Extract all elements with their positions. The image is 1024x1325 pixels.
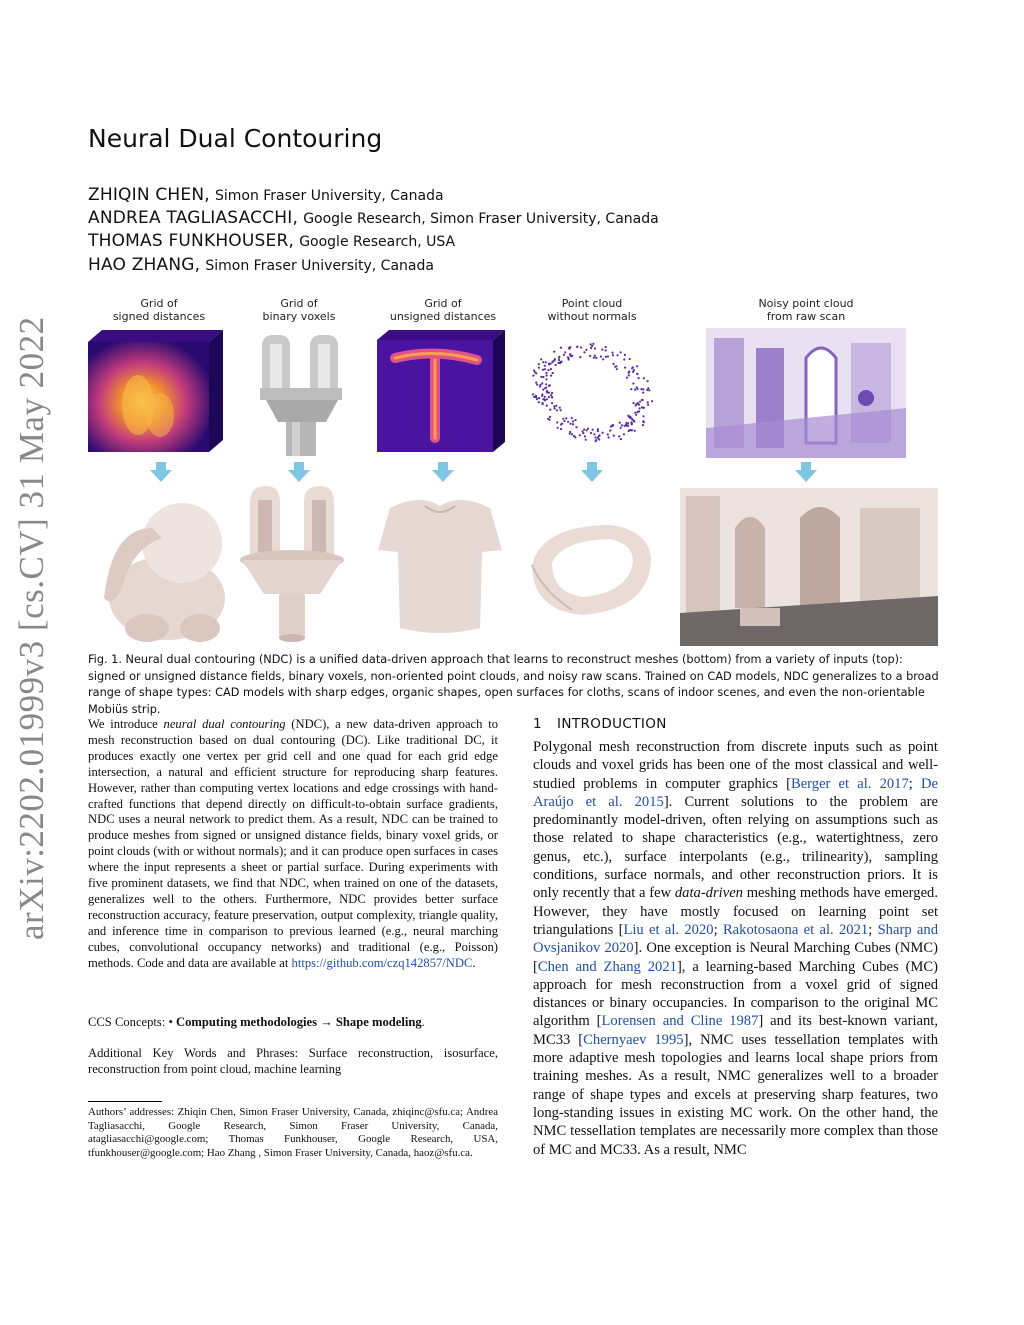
point-mark: [587, 428, 589, 430]
point-mark: [601, 349, 603, 351]
point-mark: [619, 422, 621, 424]
point-mark: [547, 369, 549, 371]
point-mark: [535, 395, 537, 397]
point-mark: [594, 436, 596, 438]
figure-input-label: Point cloud without normals: [547, 297, 637, 323]
figure-input-label: Grid of unsigned distances: [389, 297, 497, 323]
down-arrow-icon: [288, 462, 310, 484]
point-mark: [568, 358, 570, 360]
point-mark: [620, 438, 622, 440]
point-mark: [551, 402, 553, 404]
point-mark: [546, 374, 548, 376]
point-mark: [620, 351, 622, 353]
point-mark: [626, 377, 628, 379]
point-mark: [548, 363, 550, 365]
point-mark: [627, 422, 629, 424]
point-mark: [631, 422, 633, 424]
point-mark: [585, 439, 587, 441]
point-mark: [590, 432, 592, 434]
point-mark: [533, 369, 535, 371]
point-mark: [593, 433, 595, 435]
point-mark: [586, 429, 588, 431]
point-mark: [642, 392, 644, 394]
point-mark: [642, 388, 644, 390]
point-mark: [641, 399, 643, 401]
unsigned-distance-grid-image: [377, 330, 507, 455]
point-mark: [623, 425, 625, 427]
author-name: ZHIQIN CHEN,: [88, 185, 210, 205]
point-mark: [571, 433, 573, 435]
point-mark: [555, 364, 557, 366]
point-mark: [646, 389, 648, 391]
bunny-mesh-image: [92, 488, 242, 648]
point-mark: [544, 387, 546, 389]
point-mark: [621, 424, 623, 426]
point-mark: [580, 346, 582, 348]
point-mark: [549, 416, 551, 418]
point-mark: [623, 433, 625, 435]
author-name: HAO ZHANG,: [88, 255, 201, 275]
down-arrow-icon: [150, 462, 172, 484]
point-mark: [542, 398, 544, 400]
point-mark: [567, 356, 569, 358]
point-mark: [632, 382, 634, 384]
point-mark: [636, 365, 638, 367]
point-mark: [597, 428, 599, 430]
citation-link[interactable]: Chen and Zhang 2021: [537, 958, 677, 975]
citation-link[interactable]: Rakotosaona et al. 2021: [722, 921, 869, 938]
point-mark: [592, 429, 594, 431]
point-mark: [635, 403, 637, 405]
point-mark: [532, 393, 534, 395]
point-mark: [569, 423, 571, 425]
point-mark: [617, 354, 619, 356]
point-mark: [532, 375, 534, 377]
point-mark: [634, 430, 636, 432]
point-mark: [551, 396, 553, 398]
point-mark: [647, 401, 649, 403]
point-mark: [647, 380, 649, 382]
point-mark: [600, 355, 602, 357]
point-mark: [558, 356, 560, 358]
point-mark: [554, 407, 556, 409]
point-mark: [592, 343, 594, 345]
point-mark: [553, 405, 555, 407]
point-mark: [571, 355, 573, 357]
point-mark: [551, 361, 553, 363]
citation-link[interactable]: Sharp and Ovsjanikov 2020: [533, 921, 938, 957]
point-mark: [558, 362, 560, 364]
noisy-scan-image: [706, 328, 906, 458]
point-mark: [572, 423, 574, 425]
cad-part-mesh-image: [232, 482, 352, 647]
point-mark: [635, 414, 637, 416]
author-line: [88, 208, 659, 228]
point-mark: [574, 436, 576, 438]
point-mark: [642, 415, 644, 417]
point-mark: [576, 346, 578, 348]
point-mark: [563, 420, 565, 422]
point-mark: [631, 367, 633, 369]
point-mark: [613, 435, 615, 437]
mobius-strip-mesh-image: [522, 515, 662, 630]
footnote-divider: [88, 1101, 162, 1102]
figure-caption: Fig. 1. Neural dual contouring (NDC) is a unified data-driven approach that learns to reconstruct meshes (bottom) from a variety of inputs (top): signed or unsigned distance fields, binary voxels, non-oriented point clouds, and noisy raw scans. Trained on CAD models, NDC generalizes to a broad range of shape types: CAD models with sharp edges, organic shapes, open surfaces for cloths, scans of indoor scenes, and even the non-orientable Mobiüs strip.: [88, 653, 939, 716]
point-mark: [636, 373, 638, 375]
author-line: [88, 231, 455, 251]
point-mark: [544, 368, 546, 370]
point-mark: [643, 377, 645, 379]
point-mark: [605, 346, 607, 348]
point-mark: [560, 428, 562, 430]
point-mark: [574, 419, 576, 421]
point-mark: [583, 351, 585, 353]
point-mark: [590, 343, 592, 345]
point-mark: [556, 409, 558, 411]
point-mark: [554, 358, 556, 360]
binary-voxel-grid-image: [252, 330, 352, 460]
point-mark: [634, 389, 636, 391]
point-mark: [602, 432, 604, 434]
point-mark: [651, 400, 653, 402]
point-mark: [541, 394, 543, 396]
point-mark: [560, 423, 562, 425]
arxiv-stamp: arXiv:2202.01999v3 [cs.CV] 31 May 2022: [12, 316, 51, 940]
point-mark: [638, 377, 640, 379]
point-mark: [539, 384, 541, 386]
point-mark: [564, 351, 566, 353]
figure-input-label: Grid of binary voxels: [262, 297, 336, 323]
point-mark: [542, 369, 544, 371]
point-mark: [559, 407, 561, 409]
point-mark: [565, 417, 567, 419]
section-heading: 1 INTRODUCTION: [533, 716, 667, 732]
citation-link[interactable]: Berger et al. 2017: [790, 775, 909, 792]
point-mark: [560, 409, 562, 411]
point-mark: [541, 382, 543, 384]
point-mark: [632, 402, 634, 404]
point-mark: [628, 429, 630, 431]
point-mark: [550, 375, 552, 377]
point-mark: [571, 417, 573, 419]
point-mark: [607, 433, 609, 435]
introduction-body: Polygonal mesh reconstruction from discrete inputs such as point clouds and voxel grids has been one of the most classical and well-studied problems in computer graphics [Berger et al. 2017; De Araújo et al. 2015]. Current solutions to the problem are predominantly model-driven, often relying on assumptions such as those related to shape characteristics (e.g., watertightness, zero genus, etc.), surface interpolants (e.g., trilinearity), sampling conditions, surface normals, and other reconstruction priors. It is only recently that a few data-driven meshing methods have emerged. However, they have mostly focused on learning point set triangulations [Liu et al. 2020; Rakotosaona et al. 2021; Sharp and Ovsjanikov 2020]. One exception is Neural Marching Cubes (NMC) [Chen and Zhang 2021], a learning-based Marching Cubes (MC) approach for mesh reconstruction from a voxel grid of signed distances or binary occupancies. In comparison to the original MC algorithm [Lorensen and Cline 1987] and its best-known variant, MC33 [Chernyaev 1995], NMC uses tessellation templates with more adaptive mesh topologies and learns local shape priors from training meshes. As a result, NMC generalizes well to a broader range of shape types and excels at preserving sharp features, two long-standing issues in existing MC work. On the other hand, the NMC tessellation templates are necessarily more complex than those of MC and MC33. As a result, NMC: [533, 739, 939, 1158]
code-link[interactable]: https://github.com/czq142857/NDC: [291, 955, 473, 970]
citation-link[interactable]: Liu et al. 2020: [623, 921, 714, 938]
figure-input-label: Noisy point cloud from raw scan: [758, 297, 854, 323]
point-mark: [630, 388, 632, 390]
point-mark: [569, 433, 571, 435]
point-mark: [567, 421, 569, 423]
point-mark: [538, 397, 540, 399]
point-mark: [624, 367, 626, 369]
point-mark: [595, 357, 597, 359]
point-mark: [563, 354, 565, 356]
point-mark: [545, 378, 547, 380]
point-mark: [640, 388, 642, 390]
point-mark: [633, 420, 635, 422]
point-mark: [608, 436, 610, 438]
point-mark: [642, 424, 644, 426]
point-mark: [544, 396, 546, 398]
point-mark: [551, 392, 553, 394]
point-mark: [557, 427, 559, 429]
point-mark: [642, 407, 644, 409]
point-mark: [550, 394, 552, 396]
down-arrow-icon: [795, 462, 817, 484]
paper-title: Neural Dual Contouring: [88, 124, 383, 153]
point-mark: [639, 407, 641, 409]
point-mark: [538, 363, 540, 365]
author-name: THOMAS FUNKHOUSER,: [88, 231, 295, 251]
point-mark: [558, 359, 560, 361]
point-mark: [560, 347, 562, 349]
point-mark: [549, 419, 551, 421]
point-mark: [553, 351, 555, 353]
point-mark: [544, 365, 546, 367]
indoor-scene-mesh-image: [680, 488, 938, 646]
point-mark: [602, 358, 604, 360]
author-affiliation: Simon Fraser University, Canada: [205, 258, 434, 274]
point-mark: [647, 404, 649, 406]
point-mark: [548, 392, 550, 394]
keywords: Additional Key Words and Phrases: Surface reconstruction, isosurface, reconstruction from point cloud, machine learning: [88, 1046, 498, 1076]
point-mark: [540, 376, 542, 378]
author-addresses-footnote: Authors’ addresses: Zhiqin Chen, Simon Fraser University, Canada, zhiqinc@sfu.ca; Andrea Tagliasacchi, Google Research, Simon Fraser University, Canada, atagliasacchi@google.com; Thomas Funkhouser, Google Research, USA, tfunkhouser@google.com; Hao Zhang , Simon Fraser University, Canada, haoz@sfu.ca.: [88, 1106, 498, 1159]
point-mark: [599, 434, 601, 436]
point-mark: [552, 372, 554, 374]
point-mark: [555, 405, 557, 407]
author-line: [88, 185, 444, 205]
point-mark: [628, 372, 630, 374]
point-mark: [597, 430, 599, 432]
down-arrow-icon: [581, 462, 603, 484]
point-mark: [637, 411, 639, 413]
point-mark: [636, 386, 638, 388]
figure-input-label: Grid of signed distances: [112, 297, 206, 323]
author-line: [88, 255, 434, 275]
signed-distance-grid-image: [88, 330, 228, 455]
point-mark: [538, 367, 540, 369]
point-mark: [595, 440, 597, 442]
point-mark: [590, 347, 592, 349]
author-affiliation: Google Research, Simon Fraser University, Canada: [303, 211, 659, 227]
point-mark: [633, 369, 635, 371]
point-mark: [591, 345, 593, 347]
cloth-mesh-image: [370, 488, 510, 643]
point-mark: [548, 396, 550, 398]
point-mark: [572, 420, 574, 422]
point-mark: [624, 354, 626, 356]
point-mark: [545, 383, 547, 385]
point-mark: [545, 361, 547, 363]
point-mark: [589, 355, 591, 357]
point-mark: [607, 355, 609, 357]
point-mark: [549, 409, 551, 411]
point-mark: [542, 403, 544, 405]
point-mark: [546, 405, 548, 407]
citation-link[interactable]: De Araújo et al. 2015: [533, 775, 938, 810]
point-mark: [583, 428, 585, 430]
point-mark: [550, 368, 552, 370]
point-mark: [629, 416, 631, 418]
point-mark: [628, 374, 630, 376]
point-mark: [594, 355, 596, 357]
author-affiliation: Simon Fraser University, Canada: [214, 188, 444, 204]
point-mark: [545, 372, 547, 374]
point-mark: [605, 349, 607, 351]
abstract: We introduce neural dual contouring (NDC), a new data-driven approach to mesh reconstruction based on dual contouring (DC). Like traditional DC, it produces exactly one vertex per grid cell and one quad for each grid edge intersection, a natural and efficient structure for reproducing sharp features. However, rather than computing vertex locations and edge crossings with hand-crafted functions that depend directly on difficult-to-obtain surface gradients, NDC uses a neural network to predict them. As a result, NDC can be trained to produce meshes from signed or unsigned distance fields, binary voxel grids, or point clouds (with or without normals); and it can produce open surfaces in cases where the input represents a sheet or partial surface. During experiments with five prominent datasets, we find that NDC, when trained on one of the datasets, generalizes well to the others. Furthermore, NDC provides better surface reconstruction accuracy, feature preservation, output complexity, triangle quality, and inference time in comparison to previous learned (e.g., neural marching cubes, convolutional occupancy networks) and traditional (e.g., Poisson) methods. Code and data are available at https://github.com/czq142857/NDC.: [88, 717, 498, 970]
point-mark: [536, 398, 538, 400]
point-mark: [605, 356, 607, 358]
point-mark: [568, 347, 570, 349]
point-mark: [538, 401, 540, 403]
point-mark: [546, 398, 548, 400]
point-mark: [642, 420, 644, 422]
point-mark: [536, 384, 538, 386]
point-mark: [611, 424, 613, 426]
point-mark: [613, 363, 615, 365]
point-mark: [620, 427, 622, 429]
author-affiliation: Google Research, USA: [299, 234, 456, 250]
point-mark: [616, 368, 618, 370]
point-mark: [612, 354, 614, 356]
author-name: ANDREA TAGLIASACCHI,: [88, 208, 299, 228]
point-mark: [611, 352, 613, 354]
point-mark: [542, 361, 544, 363]
point-mark: [618, 435, 620, 437]
citation-link[interactable]: Lorensen and Cline 1987: [601, 1013, 759, 1030]
point-mark: [569, 353, 571, 355]
point-mark: [634, 412, 636, 414]
point-mark: [546, 391, 548, 393]
point-mark: [542, 389, 544, 391]
down-arrow-icon: [432, 462, 454, 484]
ccs-concepts: CCS Concepts: • Computing methodologies → Shape modeling.: [88, 1015, 425, 1029]
point-mark: [614, 366, 616, 368]
point-mark: [585, 349, 587, 351]
point-mark: [575, 426, 577, 428]
point-mark: [623, 358, 625, 360]
point-mark: [594, 347, 596, 349]
citation-link[interactable]: Chernyaev 1995: [583, 1031, 684, 1048]
point-mark: [584, 435, 586, 437]
point-mark: [639, 401, 641, 403]
point-mark: [582, 432, 584, 434]
point-mark: [629, 358, 631, 360]
point-mark: [579, 434, 581, 436]
point-cloud-image: [527, 332, 657, 452]
point-mark: [579, 356, 581, 358]
point-mark: [535, 382, 537, 384]
point-mark: [548, 385, 550, 387]
point-mark: [609, 430, 611, 432]
point-mark: [556, 421, 558, 423]
point-mark: [648, 389, 650, 391]
point-mark: [562, 418, 564, 420]
point-mark: [540, 358, 542, 360]
point-mark: [542, 376, 544, 378]
point-mark: [593, 357, 595, 359]
